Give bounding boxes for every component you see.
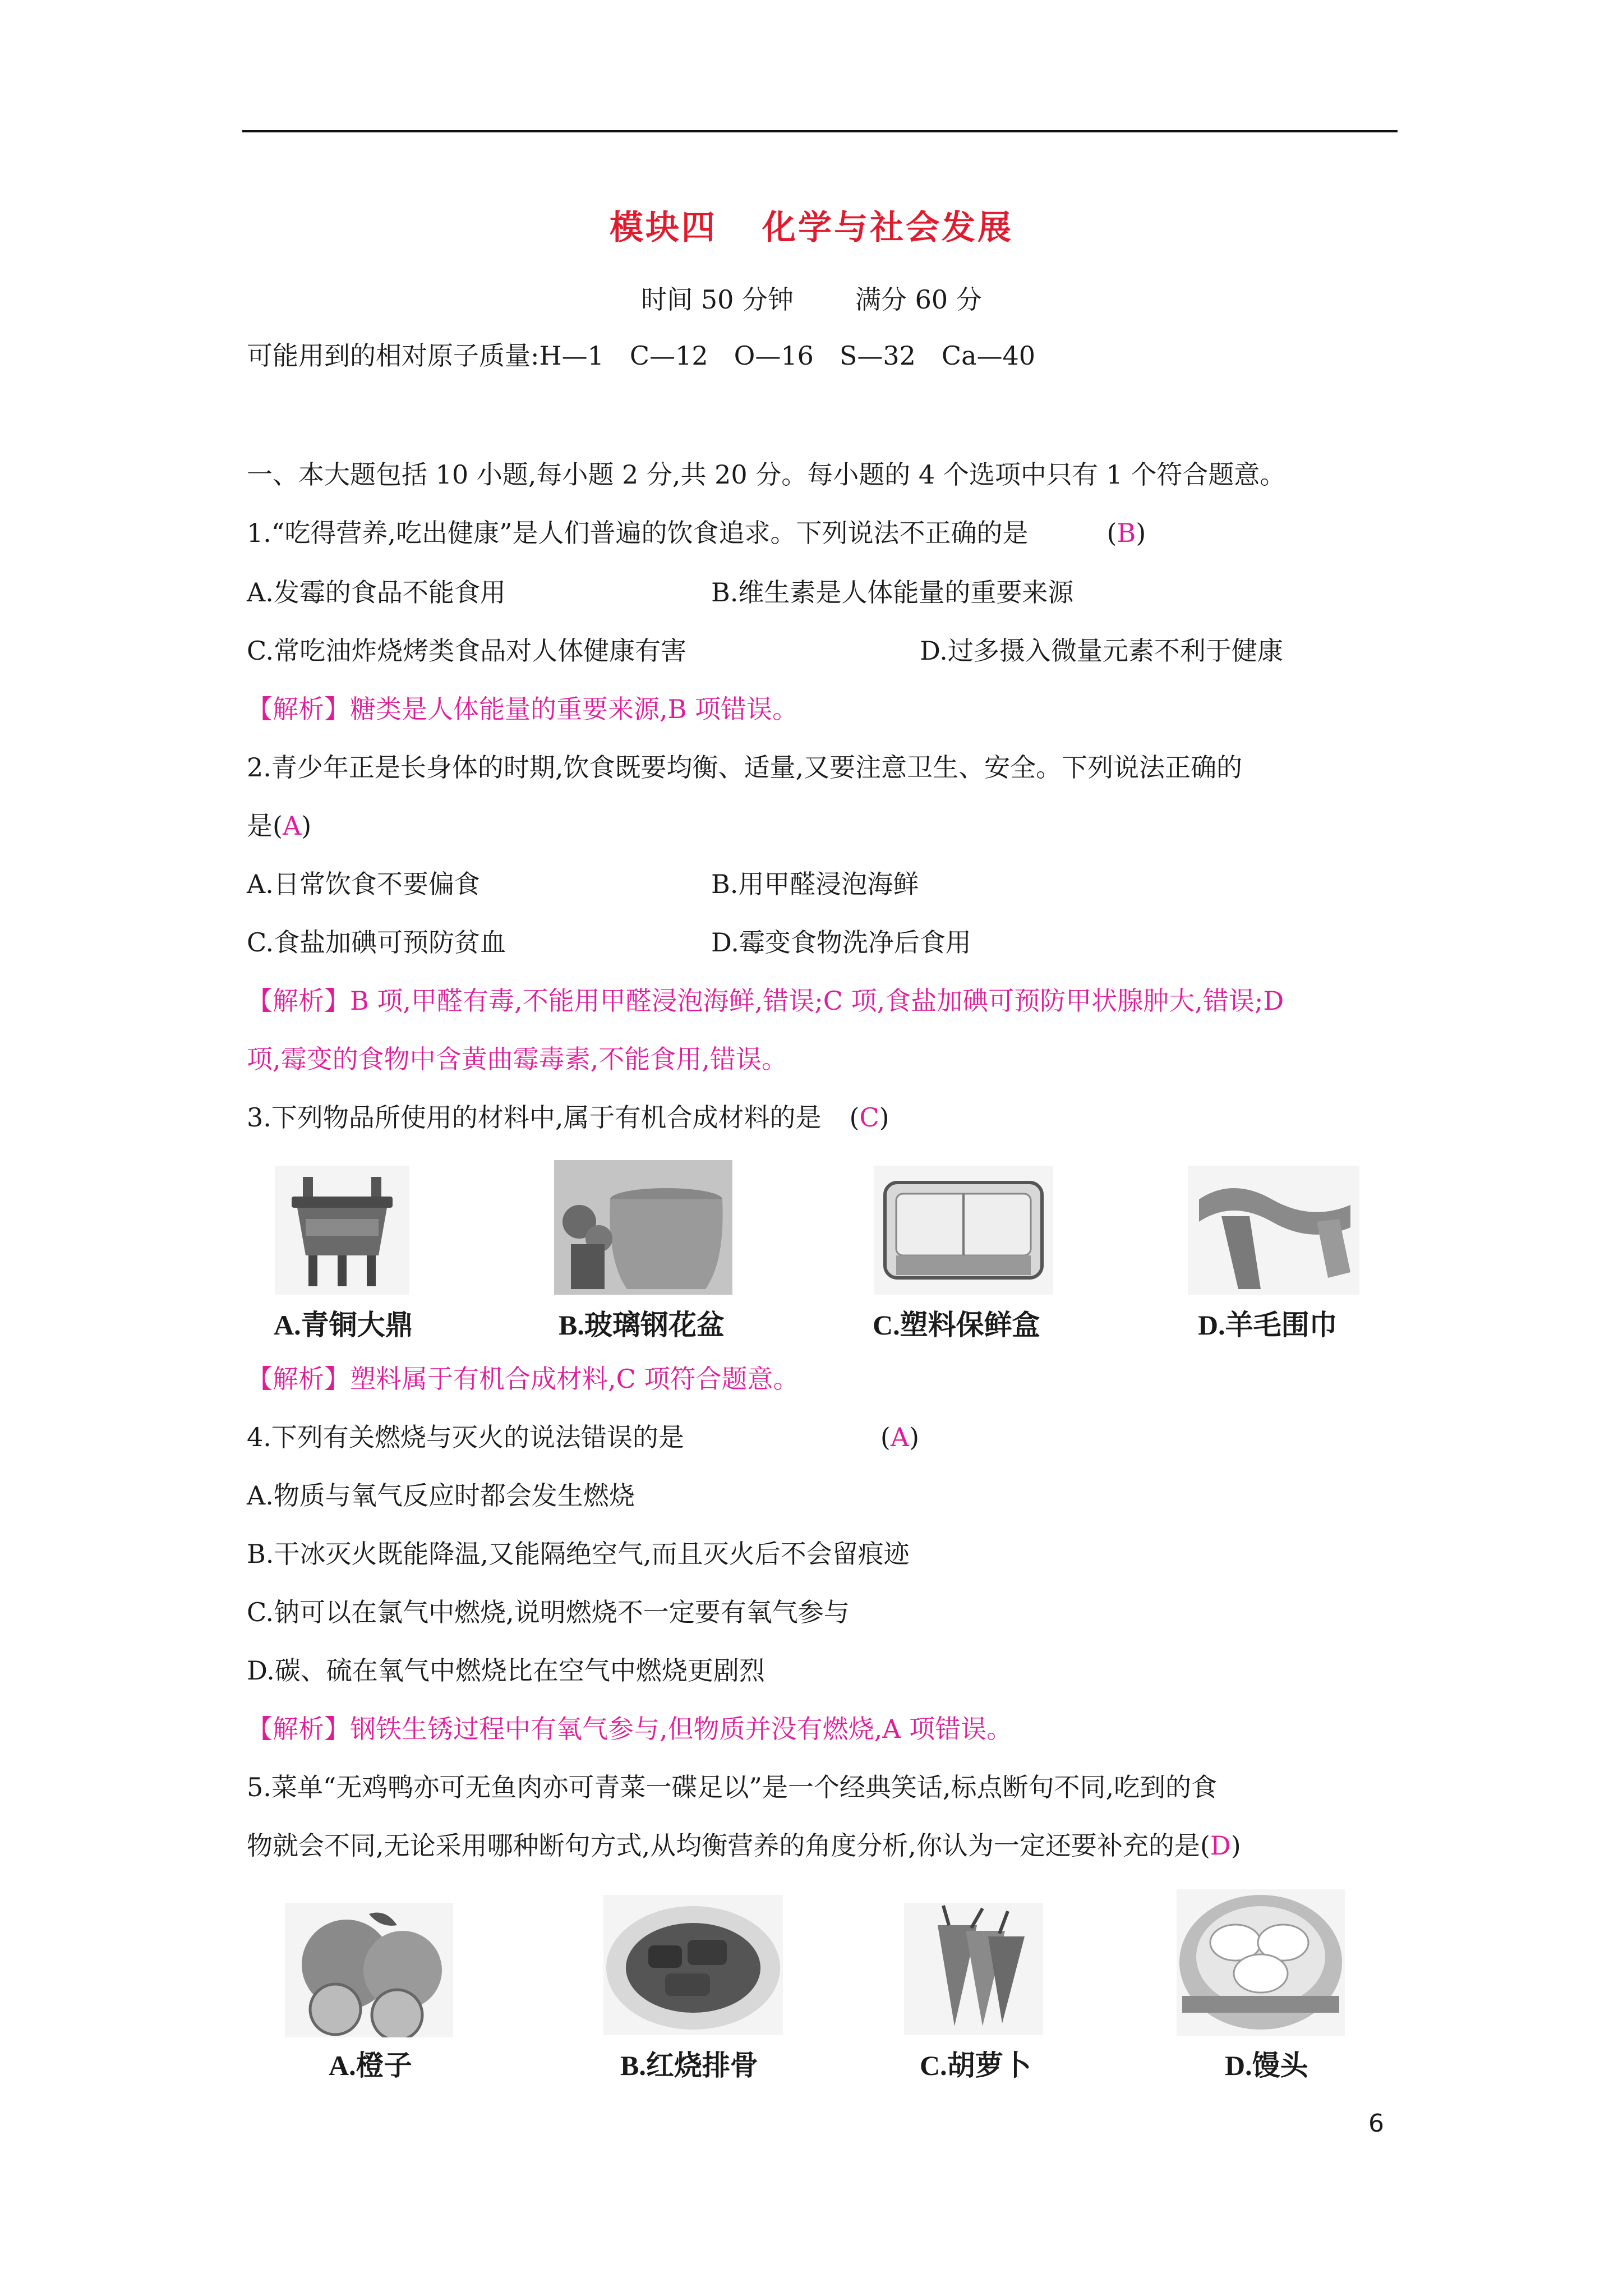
q5-caption-c: C.胡萝卜 xyxy=(920,2050,1031,2081)
exam-time: 时间 50 分钟 xyxy=(641,284,794,315)
title-module: 模块四 xyxy=(610,208,717,247)
q5-stem-1: 5.菜单“无鸡鸭亦可无鱼肉亦可青菜一碟足以”是一个经典笑话,标点断句不同,吃到的食 xyxy=(247,1772,1218,1802)
steamed-bun-image xyxy=(1177,1889,1345,2036)
q1-stem: 1.“吃得营养,吃出健康”是人们普遍的饮食追求。下列说法不正确的是 (B) xyxy=(247,518,1146,548)
q1-option-d: D.过多摄入微量元素不利于健康 xyxy=(920,636,1283,666)
q5-answer: D xyxy=(1210,1830,1231,1861)
orange-image xyxy=(285,1903,453,2037)
flower-pot-image xyxy=(554,1160,732,1295)
atomic-mass-note: 可能用到的相对原子质量:H—1 C—12 O—16 S—32 Ca—40 xyxy=(247,341,1036,371)
q3-caption-c: C.塑料保鲜盒 xyxy=(873,1309,1040,1341)
q4-stem-text: 4.下列有关燃烧与灭火的说法错误的是 xyxy=(247,1422,684,1452)
q2-option-a: A.日常饮食不要偏食 xyxy=(247,869,480,899)
plastic-box-image xyxy=(874,1166,1053,1295)
q5-caption-a: A.橙子 xyxy=(329,2050,412,2081)
q3-caption-d: D.羊毛围巾 xyxy=(1198,1309,1338,1341)
q2-stem: 2.青少年正是长身体的时期,饮食既要均衡、适量,又要注意卫生、安全。下列说法正确的 xyxy=(247,752,1243,783)
q1-option-c: C.常吃油炸烧烤类食品对人体健康有害 xyxy=(247,636,687,666)
q4-option-d: D.碳、硫在氧气中燃烧比在空气中燃烧更剧烈 xyxy=(247,1655,765,1686)
q4-option-b: B.干冰灭火既能降温,又能隔绝空气,而且灭火后不会留痕迹 xyxy=(247,1539,910,1569)
q2-analysis-2: 项,霉变的食物中含黄曲霉毒素,不能食用,错误。 xyxy=(247,1044,787,1074)
page-number: 6 xyxy=(1368,2109,1384,2138)
q1-option-b: B.维生素是人体能量的重要来源 xyxy=(711,577,1074,608)
section-heading: 一、本大题包括 10 小题,每小题 2 分,共 20 分。每小题的 4 个选项中只有 1 个符合题意。 xyxy=(247,459,1286,490)
header-rule xyxy=(242,130,1398,132)
q3-answer: C xyxy=(859,1102,879,1133)
page-title xyxy=(0,201,1623,249)
wool-scarf-image xyxy=(1188,1166,1359,1295)
exam-score: 满分 60 分 xyxy=(855,284,982,315)
q5-stem-2: 物就会不同,无论采用哪种断句方式,从均衡营养的角度分析,你认为一定还要补充的是(D) xyxy=(247,1830,1241,1861)
q3-stem: 3.下列物品所使用的材料中,属于有机合成材料的是 (C) xyxy=(247,1102,889,1133)
q2-stem-cont: 是(A) xyxy=(247,811,312,841)
bronze-ding-image xyxy=(275,1166,409,1295)
q3-stem-text: 3.下列物品所使用的材料中,属于有机合成材料的是 xyxy=(247,1102,822,1133)
q5-caption-d: D.馒头 xyxy=(1225,2050,1308,2081)
braised-ribs-image xyxy=(603,1895,783,2035)
q4-answer: A xyxy=(890,1422,910,1452)
q2-option-d: D.霉变食物洗净后食用 xyxy=(711,927,971,958)
q4-option-a: A.物质与氧气反应时都会发生燃烧 xyxy=(247,1480,635,1511)
q1-answer: B xyxy=(1117,518,1136,548)
q2-analysis-1: 【解析】B 项,甲醛有毒,不能用甲醛浸泡海鲜,错误;C 项,食盐加碘可预防甲状腺肿大,错误;D xyxy=(247,986,1284,1016)
q5-stem-text2: 物就会不同,无论采用哪种断句方式,从均衡营养的角度分析,你认为一定还要补充的是 xyxy=(247,1830,1200,1861)
q5-caption-b: B.红烧排骨 xyxy=(620,2050,758,2081)
q2-answer: A xyxy=(282,811,302,841)
q2-option-c: C.食盐加碘可预防贫血 xyxy=(247,927,506,958)
q3-analysis: 【解析】塑料属于有机合成材料,C 项符合题意。 xyxy=(247,1364,799,1394)
q1-option-a: A.发霉的食品不能食用 xyxy=(247,577,506,608)
q4-stem: 4.下列有关燃烧与灭火的说法错误的是 (A) xyxy=(247,1422,920,1452)
carrot-image xyxy=(904,1903,1043,2035)
q4-analysis: 【解析】钢铁生锈过程中有氧气参与,但物质并没有燃烧,A 项错误。 xyxy=(247,1714,1013,1744)
q1-stem-text: 1.“吃得营养,吃出健康”是人们普遍的饮食追求。下列说法不正确的是 xyxy=(247,518,1029,548)
exam-meta xyxy=(0,279,1623,316)
q1-analysis: 【解析】糖类是人体能量的重要来源,B 项错误。 xyxy=(247,694,799,724)
title-subject: 化学与社会发展 xyxy=(762,208,1013,247)
q2-stem-text2: 是 xyxy=(247,811,273,841)
q3-caption-b: B.玻璃钢花盆 xyxy=(559,1309,725,1341)
q3-caption-a: A.青铜大鼎 xyxy=(274,1309,413,1341)
q4-option-c: C.钠可以在氯气中燃烧,说明燃烧不一定要有氧气参与 xyxy=(247,1597,850,1627)
q2-option-b: B.用甲醛浸泡海鲜 xyxy=(711,869,919,899)
